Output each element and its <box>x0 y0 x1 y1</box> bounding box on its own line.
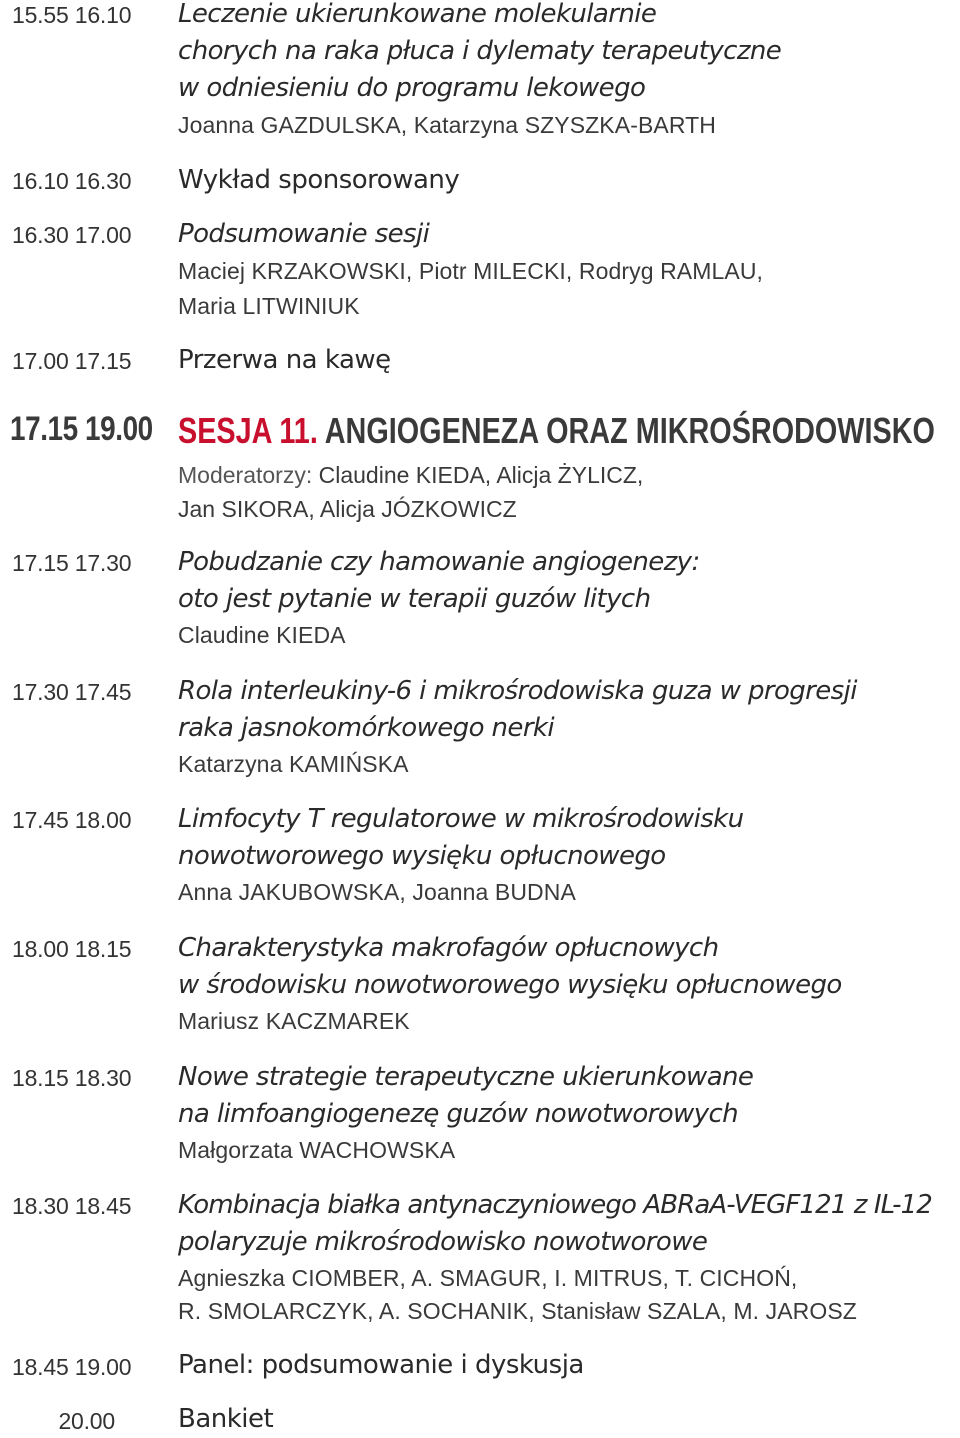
talk-title: Wykład sponsorowany <box>178 165 460 195</box>
agenda-item <box>178 342 958 379</box>
talk-authors: Anna JAKUBOWSKA, Joanna BUDNA <box>178 879 576 905</box>
talk-title: Charakterystyka makrofagów opłucnowych <box>178 933 719 963</box>
agenda-item <box>178 1187 958 1329</box>
time-slot: 20.00 <box>58 1408 115 1434</box>
talk-title: w odniesieniu do programu lekowego <box>178 73 646 103</box>
agenda-item <box>178 1401 958 1438</box>
talk-title: Podsumowanie sesji <box>178 219 430 249</box>
talk-authors: Małgorzata WACHOWSKA <box>178 1137 456 1163</box>
talk-authors: Maciej KRZAKOWSKI, Piotr MILECKI, Rodryg RAMLAU, <box>178 258 764 284</box>
session-name: ANGIOGENEZA ORAZ MIKROŚRODOWISKO <box>324 410 935 451</box>
session-moderators <box>178 458 643 526</box>
panel-title: Panel: podsumowanie i dyskusja <box>178 1350 584 1380</box>
talk-authors: Joanna GAZDULSKA, Katarzyna SZYSZKA-BARTH <box>178 112 716 138</box>
banquet-title: Bankiet <box>178 1404 274 1434</box>
time-slot: 17.00 17.15 <box>12 348 132 374</box>
talk-title: Limfocyty T regulatorowe w mikrośrodowisku <box>178 804 744 834</box>
talk-authors: Mariusz KACZMAREK <box>178 1008 410 1034</box>
time-slot: 16.30 17.00 <box>12 222 132 248</box>
time-slot: 18.30 18.45 <box>12 1193 132 1219</box>
time-slot: 18.15 18.30 <box>12 1065 132 1091</box>
agenda-item <box>178 801 958 910</box>
agenda-item <box>178 162 958 199</box>
talk-authors: R. SMOLARCZYK, A. SOCHANIK, Stanisław SZALA, M. JAROSZ <box>178 1298 857 1324</box>
talk-title: oto jest pytanie w terapii guzów litych <box>178 584 651 614</box>
talk-title: polaryzuje mikrośrodowisko nowotworowe <box>178 1227 708 1257</box>
talk-title: Kombinacja białka antynaczyniowego ABRaA-VEGF121 z IL-12 <box>178 1190 932 1220</box>
agenda-item <box>178 0 958 143</box>
time-slot: 18.00 18.15 <box>12 936 132 962</box>
time-slot: 16.10 16.30 <box>12 168 132 194</box>
talk-title: chorych na raka płuca i dylematy terapeutyczne <box>178 36 782 66</box>
time-slot: 17.15 17.30 <box>12 550 132 576</box>
time-slot: 18.45 19.00 <box>12 1354 132 1380</box>
time-slot: 15.55 16.10 <box>12 2 132 28</box>
agenda-item <box>178 930 958 1039</box>
talk-title: Pobudzanie czy hamowanie angiogenezy: <box>178 547 700 577</box>
time-slot: 17.45 18.00 <box>12 807 132 833</box>
moderators-label: Moderatorzy: <box>178 462 313 488</box>
time-slot: 17.30 17.45 <box>12 679 132 705</box>
talk-title: Rola interleukiny-6 i mikrośrodowiska guza w progresji <box>178 676 857 706</box>
talk-authors: Katarzyna KAMIŃSKA <box>178 751 409 777</box>
moderators-names: Claudine KIEDA, Alicja ŻYLICZ, <box>318 462 644 488</box>
talk-authors: Claudine KIEDA <box>178 622 346 648</box>
agenda-item <box>178 1347 958 1384</box>
talk-title: nowotworowego wysięku opłucnowego <box>178 841 666 871</box>
talk-authors: Agnieszka CIOMBER, A. SMAGUR, I. MITRUS, T. CICHOŃ, <box>178 1265 798 1291</box>
talk-title: Leczenie ukierunkowane molekularnie <box>178 0 657 29</box>
agenda-item <box>178 216 958 324</box>
session-time: 17.15 19.00 <box>10 410 153 448</box>
talk-title: w środowisku nowotworowego wysięku opłucnowego <box>178 970 842 1000</box>
agenda-item <box>178 1059 958 1168</box>
agenda-item <box>178 673 958 782</box>
session-heading <box>178 410 935 452</box>
talk-title: Nowe strategie terapeutyczne ukierunkowane <box>178 1062 754 1092</box>
break-title: Przerwa na kawę <box>178 345 391 375</box>
talk-title: na limfoangiogenezę guzów nowotworowych <box>178 1099 739 1129</box>
session-label: SESJA 11. <box>178 410 318 451</box>
moderators-names: Jan SIKORA, Alicja JÓZKOWICZ <box>178 496 517 522</box>
talk-authors: Maria LITWINIUK <box>178 293 360 319</box>
talk-title: raka jasnokomórkowego nerki <box>178 713 554 743</box>
agenda-item <box>178 544 958 653</box>
